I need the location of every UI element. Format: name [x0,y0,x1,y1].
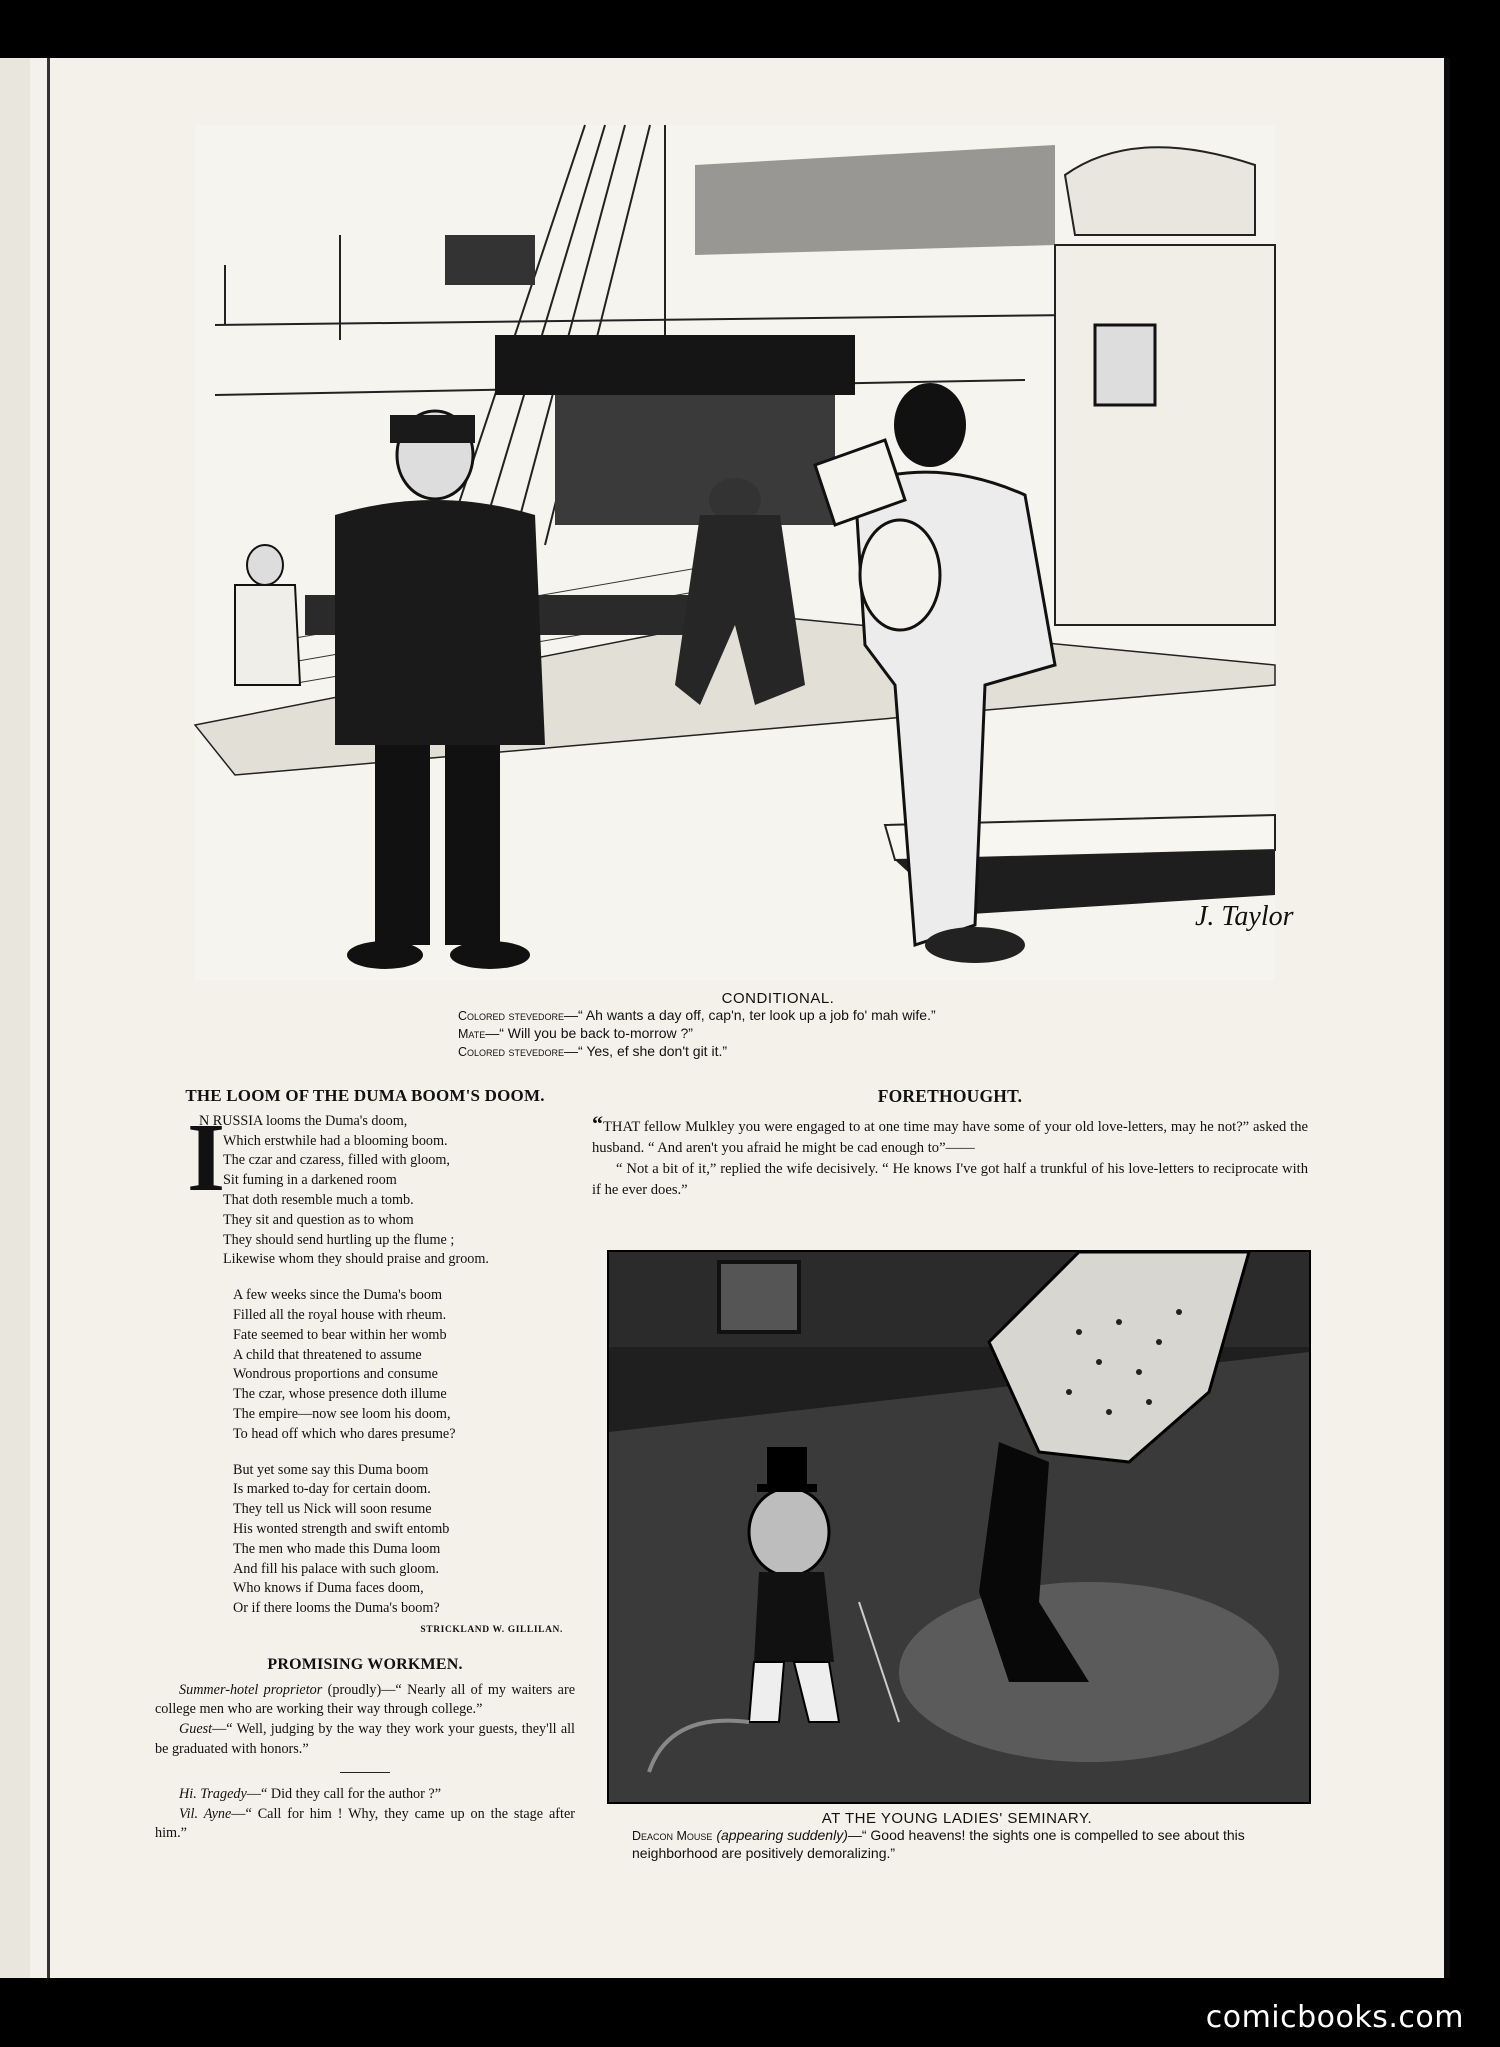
mouse-illustration [609,1252,1309,1802]
seminary-title: AT THE YOUNG LADIES' SEMINARY. [821,1810,1093,1827]
poem-line: N RUSSIA looms the Duma's doom, [199,1112,408,1129]
left-page-edge [0,58,32,1978]
conditional-caption [458,990,1098,1061]
workmen-paragraph-3 [155,1785,575,1805]
workmen-title: PROMISING WORKMEN. [267,1655,463,1673]
dialogue: —“ Well, judging by the way they work your guests, they'll all be graduated with honors.” [155,1721,575,1757]
right-column [592,1086,1308,1201]
poem-line: The czar, whose presence doth illume [233,1386,447,1403]
caption-line [458,1025,1098,1043]
caption-text: —“ Ah wants a day off, cap'n, ter look up a job fo' mah wife.” [564,1007,936,1023]
poem-line: They sit and question as to whom [223,1211,414,1228]
poem-line: A few weeks since the Duma's boom [233,1287,443,1304]
left-column [155,1086,575,1844]
poem-line: Likewise whom they should praise and groom. [223,1251,489,1268]
site-watermark: comicbooks.com [1205,2000,1464,2035]
poem-line: The empire—now see loom his doom, [233,1405,451,1422]
seminary-dialogue [602,1827,1312,1862]
caption-speaker: Deacon Mouse [632,1829,713,1843]
poem-line: They should send hurtling up the flume ; [223,1231,455,1248]
speaker: Vil. Ayne [179,1805,232,1822]
poem-line: Who knows if Duma faces doom, [233,1580,424,1597]
poem-line: His wonted strength and swift entomb [233,1520,450,1537]
open-quote: “ [592,1111,603,1136]
poem-line: But yet some say this Duma boom [233,1461,429,1478]
caption-text: —“ Good heavens! the sights one is compelled to see about this neighborhood are positively demoralizing.” [632,1827,1245,1861]
caption-speaker: Colored stevedore [458,1009,565,1023]
caption-speaker: Colored stevedore [458,1045,565,1059]
poem-line: To head off which who dares presume? [233,1425,456,1442]
dialogue: (proudly)—“ Nearly all of my waiters are college men who are working their way through college.” [155,1681,575,1718]
poem-line: Sit fuming in a darkened room [223,1172,397,1189]
forethought-paragraph-1 [592,1113,1308,1159]
speaker: Summer-hotel proprietor [179,1681,323,1698]
paragraph-text: THAT fellow Mulkley you were engaged to at one time may have some of your old love-letters, may he not?” asked the husband. “ And aren't you afraid he might be cad enough to”—— [592,1119,1308,1156]
conditional-title: CONDITIONAL. [721,990,835,1007]
poem-line: Fate seemed to bear within her womb [233,1326,447,1343]
right-page-edge [1444,58,1450,1978]
poem-line: That doth resemble much a tomb. [223,1191,414,1208]
seminary-cartoon [607,1250,1311,1804]
section-divider [340,1772,390,1773]
poem-stanza-3 [155,1461,575,1619]
paragraph-text: “ Not a bit of it,” replied the wife decisively. “ He knows I've got half a trunkful of his love-letters to reciprocate with if he ever does.” [592,1161,1308,1198]
poem-line: They tell us Nick will soon resume [233,1501,432,1518]
caption-line [458,1007,1098,1025]
artist-signature: J. Taylor [1195,901,1294,932]
speaker: Hi. Tragedy [179,1785,247,1802]
poem-line: The czar and czaress, filled with gloom, [223,1152,450,1169]
workmen-paragraph-4 [155,1805,575,1845]
drop-cap: I [187,1103,226,1212]
caption-text: —“ Will you be back to-morrow ?” [485,1025,693,1041]
caption-text: —“ Yes, ef she don't git it.” [564,1043,728,1059]
speaker: Guest [179,1721,213,1738]
conditional-cartoon [195,125,1294,980]
forethought-paragraph-2 [592,1159,1308,1201]
dialogue: —“ Did they call for the author ?” [246,1785,442,1802]
poem-line: Or if there looms the Duma's boom? [233,1600,440,1617]
poem-line: Which erstwhile had a blooming boom. [223,1132,448,1149]
poem-author: STRICKLAND W. GILLILAN. [420,1624,563,1635]
poem-line: Wondrous proportions and consume [233,1366,438,1383]
poem-title: THE LOOM OF THE DUMA BOOM'S DOOM. [185,1086,545,1105]
caption-speaker: Mate [458,1027,486,1041]
forethought-title: FORETHOUGHT. [877,1086,1023,1106]
poem-line: Filled all the royal house with rheum. [233,1306,447,1323]
seminary-caption [602,1810,1312,1862]
stage-direction: (appearing suddenly) [716,1827,848,1843]
poem-line: Is marked to-day for certain doom. [233,1481,431,1498]
dialogue: —“ Call for him ! Why, they came up on the stage after him.” [155,1805,575,1842]
workmen-paragraph-1 [155,1681,575,1721]
stevedore-illustration [195,125,1294,980]
workmen-paragraph-2 [155,1720,575,1760]
poem-line: A child that threatened to assume [233,1346,422,1363]
poem-line: And fill his palace with such gloom. [233,1560,440,1577]
gutter-line [47,58,50,1978]
poem-body [155,1103,575,1641]
poem-line: The men who made this Duma loom [233,1540,441,1557]
poem-stanza-2 [155,1286,575,1444]
caption-line [458,1043,1098,1061]
